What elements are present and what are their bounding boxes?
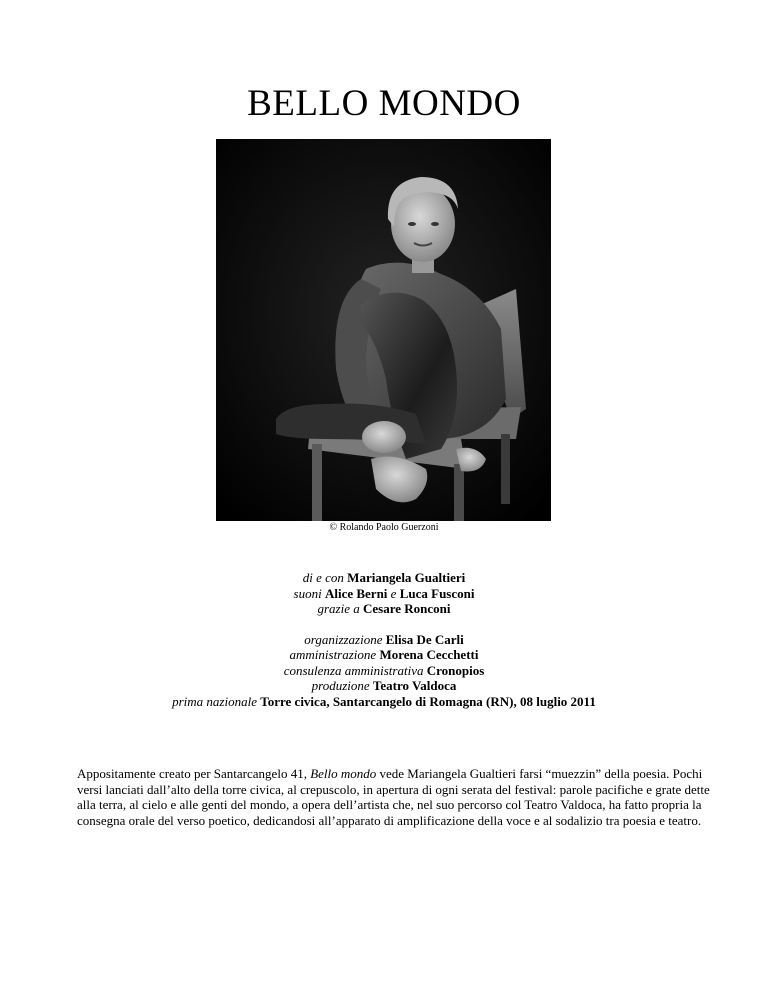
production-role: amministrazione	[289, 647, 377, 662]
description-text: vede Mariangela Gualtieri farsi “muezzin” della poesia. Pochi versi lanciati dall’alto della torre civica, al crepuscolo, in apertura di ogni serata del festival: parole pacifiche e grate dette alla terra, al cielo e alle genti del mondo, a opera dell’artista che, nel suo percorso col Teatro Valdoca, ha fatto propria la consegna orale del verso poetico, dedicandosi all’apparato di amplificazione della voce e al sodalizio tra poesia e teatro.	[77, 766, 710, 828]
credit-conjunction: e	[387, 585, 400, 601]
credit-name: Cesare Ronconi	[362, 601, 451, 616]
photo-caption: © Rolando Paolo Guerzoni	[329, 522, 439, 533]
credit-name: Luca Fusconi	[399, 585, 475, 601]
production-line	[0, 678, 768, 694]
production-name: Elisa De Carli	[385, 631, 464, 647]
portrait-photo	[216, 139, 551, 521]
production-line	[0, 663, 768, 679]
production-name: Cronopios	[426, 662, 485, 678]
credits-block	[0, 570, 768, 709]
credit-line	[0, 570, 768, 586]
production-role: consulenza amministrativa	[283, 662, 424, 678]
credit-name: Mariangela Gualtieri	[347, 570, 466, 585]
production-name: Teatro Valdoca	[372, 678, 457, 693]
production-name: Torre civica, Santarcangelo di Romagna (RN), 08 luglio 2011	[260, 693, 596, 709]
document-title: BELLO MONDO	[247, 83, 521, 124]
production-line	[0, 632, 768, 648]
production-line	[0, 694, 768, 710]
credit-line	[0, 586, 768, 602]
production-block	[0, 632, 768, 710]
credit-name: Alice Berni	[324, 585, 388, 601]
credit-line	[0, 601, 768, 617]
description-paragraph	[77, 766, 717, 828]
credit-role: suoni	[293, 585, 322, 601]
description-title-italic: Bello mondo	[310, 766, 377, 781]
production-line	[0, 647, 768, 663]
production-name: Morena Cecchetti	[379, 647, 479, 662]
credit-role: grazie a	[317, 601, 360, 616]
portrait-illustration	[216, 139, 551, 521]
production-role: organizzazione	[304, 631, 383, 647]
credit-role: di e con	[302, 570, 344, 585]
production-role: produzione	[311, 678, 370, 693]
production-role: prima nazionale	[172, 693, 257, 709]
description-text: Appositamente creato per Santarcangelo 41,	[77, 766, 311, 781]
